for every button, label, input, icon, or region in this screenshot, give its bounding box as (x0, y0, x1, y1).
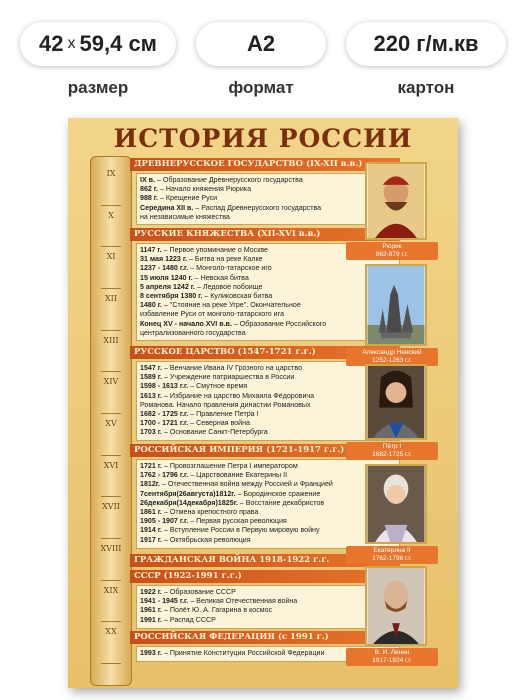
event-row (140, 526, 396, 535)
century-divider (101, 621, 121, 622)
event-row (140, 301, 396, 310)
portrait-rurik (365, 162, 427, 240)
event-text: – Восстание декабристов (237, 498, 325, 507)
event-date: 1941 - 1945 г.г. (140, 597, 189, 606)
century-label: XV (105, 419, 117, 428)
event-date: 1700 - 1721 г.г. (140, 419, 189, 428)
format-caption: формат (228, 78, 294, 97)
event-row (140, 310, 396, 319)
size-height: 59,4 см (79, 31, 157, 56)
event-text: Романова. Начало правления династии Романовых (140, 400, 311, 409)
event-date: 1993 г. (140, 649, 162, 657)
history-poster (68, 118, 458, 688)
century-divider (101, 330, 121, 331)
event-date: 1721 г. (140, 462, 162, 470)
portrait-name: В. И. Ленин (374, 649, 410, 656)
event-list (136, 585, 400, 629)
size-width: 42 (39, 31, 64, 56)
century-label: XIX (103, 585, 119, 595)
event-text: – Бородинское сражение (235, 489, 321, 498)
portrait-nevsky (365, 264, 427, 346)
event-row (140, 392, 396, 401)
century-divider (101, 288, 121, 289)
event-text: – Образование СССР (161, 588, 236, 596)
event-text: – Отечественная война между Россией и Францией (160, 480, 333, 489)
event-date: 1812г. (140, 480, 160, 489)
event-date: 26декабря(14декабря)1825г. (140, 498, 238, 507)
event-text: – Отмена крепостного права (161, 508, 259, 517)
event-date: 1480 г. (140, 301, 162, 310)
catherine-portrait-image (367, 466, 425, 542)
event-row (140, 274, 396, 283)
event-row (140, 419, 396, 428)
event-row (140, 480, 396, 489)
event-date: 1598 - 1613 г.г. (140, 382, 189, 391)
format-badge: A2 (196, 22, 326, 66)
event-list (136, 173, 400, 225)
event-row (140, 185, 396, 194)
event-date: 15 июля 1240 г. (140, 273, 193, 282)
event-date: 1905 - 1907 г.г. (140, 517, 189, 526)
section-header: РУССКИЕ КНЯЖЕСТВА (XII-XVI в.в.) (130, 228, 400, 241)
event-date: 1613 г. (140, 391, 162, 400)
century-label: XI (106, 252, 116, 262)
event-row (140, 536, 396, 545)
event-row (140, 490, 396, 499)
event-row (140, 382, 396, 391)
century-divider (101, 371, 121, 372)
event-text: – Великая Отечественная война (188, 597, 298, 606)
event-row (140, 517, 396, 526)
event-text: – Полёт Ю. А. Гагарина в космос (161, 606, 273, 615)
event-date: 8 сентября 1380 г. (140, 292, 203, 301)
event-text: – Принятие Конституции Российской Федерации (161, 649, 325, 657)
product-specs (0, 22, 525, 102)
portrait-name: Екатерина II (373, 547, 411, 554)
event-row (140, 213, 396, 222)
event-row (140, 410, 396, 419)
portrait-years: 1762-1796 г.г. (372, 555, 412, 562)
event-text: – Начало княжения Рюрика (158, 185, 252, 194)
century-label: XVIII (100, 544, 122, 553)
century-divider (101, 496, 121, 497)
event-text: – Крещение Руси (158, 194, 218, 203)
event-text: – Провозглашение Петра I императором (161, 462, 298, 470)
century-divider (101, 663, 121, 664)
event-text: – Царствование Екатерины II (188, 471, 288, 480)
event-list (136, 361, 400, 441)
portrait-name: Александр Невский (362, 349, 422, 356)
event-row (140, 616, 396, 625)
century-label: XIV (103, 377, 119, 387)
century-divider (101, 246, 121, 247)
event-row (140, 264, 396, 273)
century-label: XVII (102, 502, 120, 512)
event-row (140, 283, 396, 292)
section-header: РОССИЙСКАЯ ИМПЕРИЯ (1721-1917 г.г.) (130, 444, 400, 457)
century-label: X (108, 210, 114, 220)
event-date: 1917 г. (140, 535, 162, 544)
portrait-years: 1917-1924 г.г. (372, 657, 412, 664)
event-text: – Основание Санкт-Петербурга (161, 428, 268, 437)
section-header: ГРАЖДАНСКАЯ ВОЙНА 1918-1922 г.г. (130, 554, 400, 567)
event-text: – Ледовое побоище (195, 282, 263, 291)
event-row (140, 588, 396, 597)
event-text: – Учреждение патриаршества в России (161, 373, 295, 382)
portrait-caption (346, 442, 438, 460)
size-badge (20, 22, 176, 66)
event-date: 862 г. (140, 185, 159, 194)
event-date: 7сентября(26августа)1812г. (140, 489, 236, 498)
event-row (140, 471, 396, 480)
event-date: 1914 г. (140, 526, 162, 535)
event-row (140, 606, 396, 615)
century-label: XX (105, 627, 117, 637)
event-text: – Венчание Ивана IV Грозного на царство (161, 364, 303, 372)
event-date: IX в. (140, 176, 156, 184)
size-separator: х (67, 35, 76, 52)
portrait-caption (346, 242, 438, 260)
rurik-portrait-image (367, 164, 425, 238)
event-row (140, 462, 396, 471)
event-row (140, 292, 396, 301)
event-row (140, 499, 396, 508)
event-text: – Распад Древнерусского государства (193, 203, 322, 212)
event-row (140, 597, 396, 606)
event-text: – Правление Петра I (188, 410, 259, 419)
event-date: 1861 г. (140, 508, 162, 517)
event-date: 1961 г. (140, 606, 162, 615)
event-text: – Битва на реке Калке (187, 255, 263, 264)
event-date: 1547 г. (140, 364, 162, 372)
event-row (140, 401, 396, 410)
event-text: – Монголо-татарское иго (188, 264, 272, 273)
event-date: 31 мая 1223 г. (140, 255, 188, 264)
event-text: на независимые княжества (140, 212, 230, 221)
portrait-caption (346, 546, 438, 564)
event-row (140, 329, 396, 338)
event-row (140, 508, 396, 517)
event-date: 1589 г. (140, 373, 162, 382)
peter-portrait-image (367, 366, 425, 438)
portrait-years: 1682-1725 г.г. (372, 451, 412, 458)
lenin-portrait-image (367, 568, 425, 644)
event-date: 5 апреля 1242 г. (140, 282, 196, 291)
event-date: 1922 г. (140, 588, 162, 596)
portrait-years: 862-879 г.г. (375, 251, 409, 258)
event-text: – "Стояние на реке Угре". Окончательное (161, 301, 301, 310)
event-date: 1237 - 1480 г.г. (140, 264, 189, 273)
event-text: – Образование Древнерусского государства (155, 176, 303, 184)
section-header: ДРЕВНЕРУССКОЕ ГОСУДАРСТВО (IX-XII в.в.) (130, 158, 400, 171)
event-list (136, 459, 400, 549)
event-text: централизованного государства (140, 328, 246, 337)
event-text: – Октябрьская революция (161, 535, 251, 544)
event-row (140, 373, 396, 382)
event-text: – Невская битва (192, 273, 249, 282)
portrait-name: Рюрик (382, 243, 402, 250)
section-header: РУССКОЕ ЦАРСТВО (1547-1721 г.г.) (130, 346, 400, 359)
event-text: – Первая русская революция (188, 517, 287, 526)
section-header: СССР (1922-1991 г.г.) (130, 570, 400, 583)
century-label: IX (106, 169, 116, 178)
event-text: – Распад СССР (161, 615, 216, 624)
century-divider (101, 205, 121, 206)
century-label: XIII (103, 335, 119, 345)
century-label: XII (104, 294, 117, 303)
size-caption: размер (67, 78, 129, 97)
portrait-peter (365, 364, 427, 440)
event-row (140, 204, 396, 213)
nevsky-monument-image (367, 266, 425, 344)
event-text: – Избрание на царство Михаила Фёдоровича (161, 391, 315, 400)
century-scroll (90, 156, 132, 686)
century-label: XVI (103, 460, 119, 470)
material-badge: 220 г/м.кв (346, 22, 506, 66)
century-divider (101, 580, 121, 581)
event-row (140, 428, 396, 437)
portrait-catherine (365, 464, 427, 544)
event-text: – Образование Российского (231, 319, 327, 328)
event-date: 988 г. (140, 194, 159, 203)
material-caption: картон (397, 78, 455, 97)
portrait-lenin (365, 566, 427, 646)
portrait-name: Пётр I (382, 443, 402, 450)
century-divider (101, 413, 121, 414)
portrait-years: 1252-1263 г.г. (372, 357, 412, 364)
event-row (140, 176, 396, 185)
century-divider (101, 538, 121, 539)
event-text: – Куликовская битва (202, 292, 273, 301)
event-text: – Северная война (188, 419, 250, 428)
event-text: – Вступление России в Первую мировую войну (161, 526, 320, 535)
poster-title: ИСТОРИЯ РОССИИ (113, 124, 413, 153)
event-date: 1703 г. (140, 428, 162, 437)
century-divider (101, 455, 121, 456)
event-date: Конец XV - начало XVI в.в. (140, 319, 232, 328)
event-row (140, 194, 396, 203)
event-date: 1762 - 1796 г.г. (140, 471, 189, 480)
section-header: РОССИЙСКАЯ ФЕДЕРАЦИЯ (с 1991 г.) (130, 631, 400, 644)
event-date: 1147 г. (140, 246, 162, 254)
event-row (140, 320, 396, 329)
event-text: – Первое упоминание о Москве (161, 246, 268, 254)
portrait-caption (346, 648, 438, 666)
event-text: – Смутное время (188, 382, 248, 391)
event-text: избавление Руси от монголо-татарского ига (140, 310, 285, 319)
event-date: 1991 г. (140, 615, 162, 624)
event-date: 1682 - 1725 г.г. (140, 410, 189, 419)
event-date: Середина XII в. (140, 203, 194, 212)
